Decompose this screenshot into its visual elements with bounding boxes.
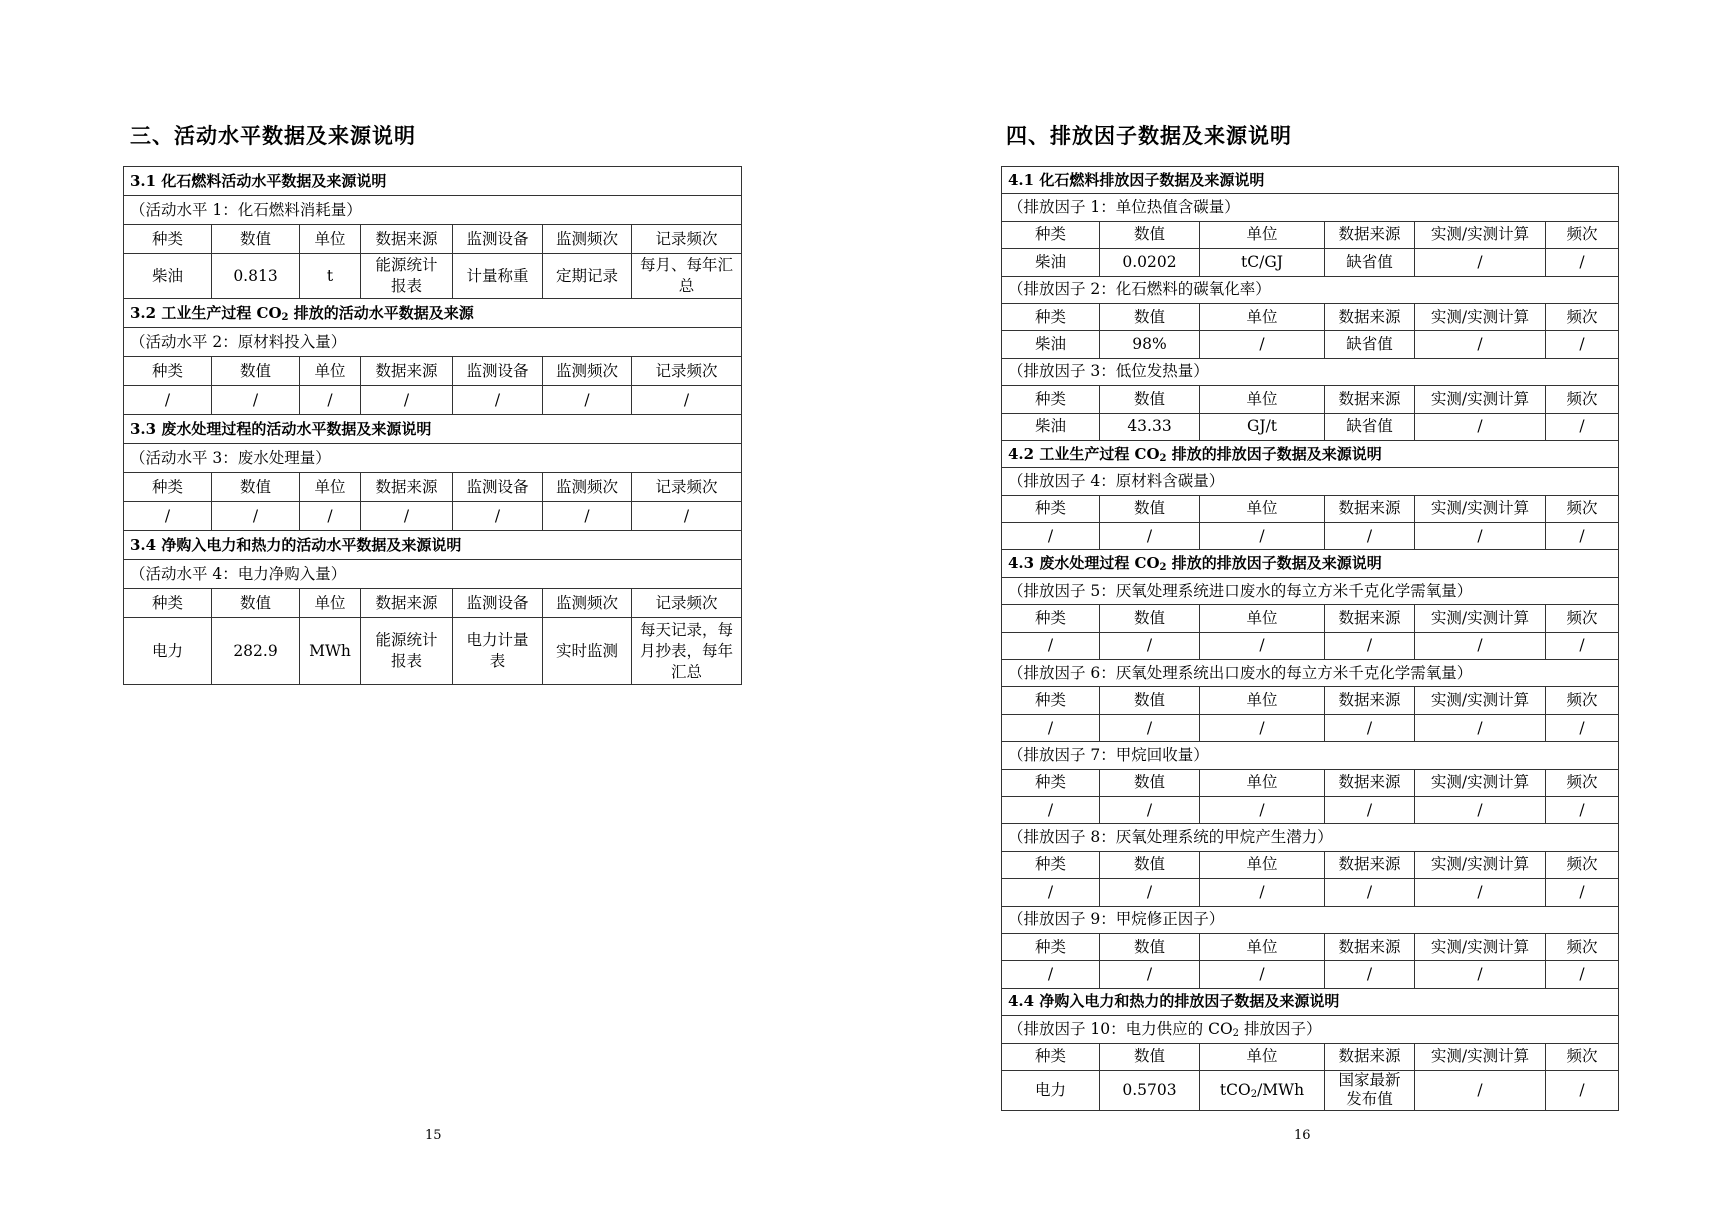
subsection-label: （排放因子 2：化石燃料的碳氧化率） (1002, 276, 1619, 303)
data-cell: / (1546, 632, 1619, 659)
table-row (1002, 632, 1619, 659)
data-cell: / (1002, 632, 1100, 659)
page-16 (864, 0, 1729, 1211)
header-cell: 数值 (212, 357, 300, 386)
title-part: 排放的排放因子数据及来源说明 (1166, 554, 1382, 573)
data-cell: t (300, 254, 361, 299)
data-cell: 缺省值 (1325, 249, 1415, 276)
header-cell: 数值 (1100, 769, 1200, 796)
header-cell: 单位 (1200, 1043, 1325, 1070)
data-cell: / (1415, 1070, 1546, 1110)
header-cell: 数值 (212, 589, 300, 618)
header-cell: 实测/实测计算 (1415, 221, 1546, 248)
header-cell: 数值 (212, 473, 300, 502)
unit-part: tCO (1219, 1080, 1251, 1099)
data-cell: 柴油 (124, 254, 212, 299)
page-number: 16 (1294, 1128, 1311, 1143)
data-cell: / (1546, 714, 1619, 741)
header-cell: 数据来源 (361, 589, 453, 618)
header-cell: 数据来源 (1325, 851, 1415, 878)
header-cell: 单位 (1200, 851, 1325, 878)
header-cell: 单位 (1200, 495, 1325, 522)
table-row (1002, 413, 1619, 440)
subsection-label: （活动水平 2：原材料投入量） (124, 328, 742, 357)
label-subscript: 2 (1232, 1027, 1240, 1039)
data-cell: / (1100, 714, 1200, 741)
header-cell: 频次 (1546, 221, 1619, 248)
data-cell: / (1546, 331, 1619, 358)
data-cell: 0.0202 (1100, 249, 1200, 276)
header-cell: 种类 (124, 473, 212, 502)
data-cell: / (1546, 961, 1619, 988)
table-row (1002, 961, 1619, 988)
section-title-4-4: 4.4 净购入电力和热力的排放因子数据及来源说明 (1002, 988, 1619, 1015)
table-row (124, 386, 742, 415)
section-title-3-1: 3.1 化石燃料活动水平数据及来源说明 (124, 167, 742, 196)
header-cell: 实测/实测计算 (1415, 605, 1546, 632)
data-cell: / (1325, 796, 1415, 823)
data-cell: / (1415, 796, 1546, 823)
data-cell: / (1200, 331, 1325, 358)
header-cell: 频次 (1546, 769, 1619, 796)
table-header-row (1002, 303, 1619, 330)
table-header-row (1002, 221, 1619, 248)
header-cell: 种类 (1002, 221, 1100, 248)
title-part: 3.2 工业生产过程 CO (130, 303, 282, 322)
header-cell: 单位 (300, 357, 361, 386)
table-header-row (1002, 1043, 1619, 1070)
header-cell: 监测频次 (543, 473, 632, 502)
data-cell: / (1325, 714, 1415, 741)
header-cell: 种类 (1002, 303, 1100, 330)
header-cell: 数据来源 (1325, 495, 1415, 522)
header-cell: 频次 (1546, 386, 1619, 413)
subsection-label: （排放因子 4：原材料含碳量） (1002, 468, 1619, 495)
subsection-label (1002, 1016, 1619, 1043)
header-cell: 实测/实测计算 (1415, 495, 1546, 522)
data-cell: / (1415, 413, 1546, 440)
data-cell: / (1546, 796, 1619, 823)
data-cell: 实时监测 (543, 618, 632, 685)
header-cell: 数值 (1100, 221, 1200, 248)
data-cell: / (1415, 249, 1546, 276)
data-cell: 98% (1100, 331, 1200, 358)
table-header-row (124, 589, 742, 618)
data-cell: 缺省值 (1325, 331, 1415, 358)
unit-subscript: 2 (1250, 1088, 1258, 1100)
data-cell: / (1200, 879, 1325, 906)
data-cell: / (300, 386, 361, 415)
data-cell: 0.813 (212, 254, 300, 299)
label-part: （排放因子 10：电力供应的 CO (1008, 1019, 1233, 1038)
header-cell: 数值 (1100, 1043, 1200, 1070)
data-cell: / (632, 386, 742, 415)
table-row (1002, 523, 1619, 550)
page-15 (0, 0, 864, 1211)
data-cell: 43.33 (1100, 413, 1200, 440)
header-cell: 实测/实测计算 (1415, 933, 1546, 960)
header-cell: 种类 (1002, 1043, 1100, 1070)
header-cell: 监测设备 (453, 357, 543, 386)
table-row (124, 618, 742, 685)
header-cell: 实测/实测计算 (1415, 687, 1546, 714)
data-cell: / (1002, 796, 1100, 823)
data-cell: / (1200, 796, 1325, 823)
header-cell: 种类 (1002, 495, 1100, 522)
data-cell: / (1325, 632, 1415, 659)
header-cell: 单位 (1200, 303, 1325, 330)
data-cell: GJ/t (1200, 413, 1325, 440)
data-cell: / (543, 502, 632, 531)
subsection-label: （排放因子 6：厌氧处理系统出口废水的每立方米千克化学需氧量） (1002, 660, 1619, 687)
table-header-row (124, 473, 742, 502)
header-cell: 数据来源 (1325, 933, 1415, 960)
header-cell: 种类 (1002, 933, 1100, 960)
header-cell: 单位 (1200, 769, 1325, 796)
data-cell: / (1002, 523, 1100, 550)
table-header-row (1002, 769, 1619, 796)
header-cell: 数值 (212, 225, 300, 254)
table-row (124, 502, 742, 531)
header-cell: 监测频次 (543, 225, 632, 254)
data-cell: / (1546, 879, 1619, 906)
header-cell: 实测/实测计算 (1415, 303, 1546, 330)
subsection-label: （活动水平 3：废水处理量） (124, 444, 742, 473)
header-cell: 种类 (1002, 687, 1100, 714)
header-cell: 监测设备 (453, 225, 543, 254)
section-title-3-4: 3.4 净购入电力和热力的活动水平数据及来源说明 (124, 531, 742, 560)
header-cell: 数据来源 (1325, 303, 1415, 330)
header-cell: 单位 (300, 225, 361, 254)
header-cell: 种类 (1002, 851, 1100, 878)
header-cell: 种类 (124, 225, 212, 254)
activity-level-table (123, 166, 742, 685)
header-cell: 频次 (1546, 933, 1619, 960)
title-part: 排放的排放因子数据及来源说明 (1166, 444, 1382, 463)
header-cell: 种类 (124, 589, 212, 618)
label-part: 排放因子） (1239, 1019, 1322, 1038)
header-cell: 数据来源 (361, 473, 453, 502)
header-cell: 数值 (1100, 933, 1200, 960)
data-cell: 柴油 (1002, 331, 1100, 358)
header-cell: 实测/实测计算 (1415, 1043, 1546, 1070)
data-cell: / (1546, 413, 1619, 440)
header-cell: 监测频次 (543, 589, 632, 618)
data-cell: / (1100, 632, 1200, 659)
data-cell: 柴油 (1002, 249, 1100, 276)
data-cell: / (453, 386, 543, 415)
header-cell: 数据来源 (1325, 769, 1415, 796)
subsection-label: （排放因子 9：甲烷修正因子） (1002, 906, 1619, 933)
header-cell: 频次 (1546, 687, 1619, 714)
header-cell: 实测/实测计算 (1415, 386, 1546, 413)
data-cell: 电力 (124, 618, 212, 685)
header-cell: 数据来源 (1325, 386, 1415, 413)
header-cell: 数值 (1100, 386, 1200, 413)
data-cell: 国家最新发布值 (1325, 1070, 1415, 1110)
data-cell: / (1546, 1070, 1619, 1110)
data-cell: / (1415, 961, 1546, 988)
header-cell: 记录频次 (632, 225, 742, 254)
header-cell: 数值 (1100, 495, 1200, 522)
header-cell: 单位 (1200, 605, 1325, 632)
data-cell: / (543, 386, 632, 415)
header-cell: 单位 (1200, 933, 1325, 960)
title-part: 排放的活动水平数据及来源 (288, 303, 474, 322)
data-cell: 定期记录 (543, 254, 632, 299)
data-cell: / (1100, 523, 1200, 550)
header-cell: 种类 (124, 357, 212, 386)
header-cell: 频次 (1546, 851, 1619, 878)
data-cell: / (1002, 879, 1100, 906)
section-title-4-1: 4.1 化石燃料排放因子数据及来源说明 (1002, 167, 1619, 194)
data-cell: / (1200, 714, 1325, 741)
title-subscript: 2 (1159, 452, 1167, 464)
title-subscript: 2 (281, 311, 289, 323)
table-header-row (1002, 495, 1619, 522)
title-part: 4.2 工业生产过程 CO (1008, 444, 1160, 463)
data-cell: 缺省值 (1325, 413, 1415, 440)
data-cell: / (361, 386, 453, 415)
data-cell: 电力 (1002, 1070, 1100, 1110)
data-cell: / (1002, 714, 1100, 741)
header-cell: 记录频次 (632, 357, 742, 386)
header-cell: 数据来源 (361, 225, 453, 254)
header-cell: 监测设备 (453, 589, 543, 618)
data-cell: 每天记录，每月抄表，每年汇总 (632, 618, 742, 685)
header-cell: 数据来源 (1325, 1043, 1415, 1070)
subsection-label: （活动水平 4：电力净购入量） (124, 560, 742, 589)
data-cell: / (1200, 961, 1325, 988)
header-cell: 种类 (1002, 769, 1100, 796)
data-cell: / (1100, 879, 1200, 906)
data-cell: / (1415, 523, 1546, 550)
header-cell: 数据来源 (1325, 221, 1415, 248)
table-header-row (1002, 933, 1619, 960)
data-cell: / (1415, 714, 1546, 741)
data-cell: / (1200, 632, 1325, 659)
subsection-label: （排放因子 5：厌氧处理系统进口废水的每立方米千克化学需氧量） (1002, 577, 1619, 604)
section-title-3-2 (124, 299, 742, 328)
subsection-label: （排放因子 8：厌氧处理系统的甲烷产生潜力） (1002, 824, 1619, 851)
header-cell: 频次 (1546, 605, 1619, 632)
title-subscript: 2 (1159, 562, 1167, 574)
header-cell: 数据来源 (1325, 687, 1415, 714)
data-cell: MWh (300, 618, 361, 685)
data-cell: / (1002, 961, 1100, 988)
data-cell: / (1546, 249, 1619, 276)
table-header-row (1002, 851, 1619, 878)
data-cell: / (1325, 523, 1415, 550)
subsection-label: （排放因子 1：单位热值含碳量） (1002, 194, 1619, 221)
section-heading-4: 四、排放因子数据及来源说明 (1006, 124, 1292, 148)
unit-cell (1200, 1070, 1325, 1110)
table-row (1002, 249, 1619, 276)
table-row (1002, 331, 1619, 358)
header-cell: 单位 (1200, 687, 1325, 714)
data-cell: 柴油 (1002, 413, 1100, 440)
page-number: 15 (425, 1128, 442, 1143)
header-cell: 监测频次 (543, 357, 632, 386)
header-cell: 实测/实测计算 (1415, 769, 1546, 796)
data-cell: / (1100, 796, 1200, 823)
data-cell: / (361, 502, 453, 531)
table-header-row (124, 225, 742, 254)
section-heading-3: 三、活动水平数据及来源说明 (130, 124, 416, 148)
data-cell: 0.5703 (1100, 1070, 1200, 1110)
data-cell: 282.9 (212, 618, 300, 685)
subsection-label: （排放因子 7：甲烷回收量） (1002, 742, 1619, 769)
table-header-row (124, 357, 742, 386)
subsection-label: （活动水平 1：化石燃料消耗量） (124, 196, 742, 225)
header-cell: 记录频次 (632, 473, 742, 502)
table-header-row (1002, 605, 1619, 632)
data-cell: / (1200, 523, 1325, 550)
table-header-row (1002, 386, 1619, 413)
section-title-4-3 (1002, 550, 1619, 577)
header-cell: 记录频次 (632, 589, 742, 618)
header-cell: 单位 (300, 473, 361, 502)
header-cell: 频次 (1546, 495, 1619, 522)
data-cell: / (1415, 879, 1546, 906)
data-cell: / (1415, 632, 1546, 659)
data-cell: / (632, 502, 742, 531)
data-cell: / (1325, 879, 1415, 906)
section-title-4-2 (1002, 440, 1619, 467)
header-cell: 数据来源 (1325, 605, 1415, 632)
header-cell: 数据来源 (361, 357, 453, 386)
table-row (1002, 1070, 1619, 1110)
data-cell: / (124, 386, 212, 415)
header-cell: 种类 (1002, 386, 1100, 413)
data-cell: 计量称重 (453, 254, 543, 299)
header-cell: 种类 (1002, 605, 1100, 632)
header-cell: 单位 (1200, 221, 1325, 248)
data-cell: 能源统计报表 (361, 618, 453, 685)
data-cell: / (212, 386, 300, 415)
header-cell: 实测/实测计算 (1415, 851, 1546, 878)
data-cell: 能源统计报表 (361, 254, 453, 299)
header-cell: 数值 (1100, 851, 1200, 878)
data-cell: / (1415, 331, 1546, 358)
unit-part: /MWh (1257, 1080, 1305, 1099)
title-part: 4.3 废水处理过程 CO (1008, 554, 1160, 573)
data-cell: / (1325, 961, 1415, 988)
data-cell: / (300, 502, 361, 531)
table-row (1002, 714, 1619, 741)
header-cell: 单位 (300, 589, 361, 618)
header-cell: 数值 (1100, 687, 1200, 714)
emission-factor-table (1001, 166, 1619, 1111)
data-cell: / (1546, 523, 1619, 550)
data-cell: / (124, 502, 212, 531)
data-cell: 电力计量表 (453, 618, 543, 685)
data-cell: / (1100, 961, 1200, 988)
header-cell: 单位 (1200, 386, 1325, 413)
data-cell: 每月、每年汇总 (632, 254, 742, 299)
table-row (124, 254, 742, 299)
data-cell: tC/GJ (1200, 249, 1325, 276)
subsection-label: （排放因子 3：低位发热量） (1002, 358, 1619, 385)
header-cell: 监测设备 (453, 473, 543, 502)
header-cell: 频次 (1546, 1043, 1619, 1070)
table-row (1002, 879, 1619, 906)
data-cell: / (212, 502, 300, 531)
header-cell: 数值 (1100, 303, 1200, 330)
table-row (1002, 796, 1619, 823)
section-title-3-3: 3.3 废水处理过程的活动水平数据及来源说明 (124, 415, 742, 444)
header-cell: 数值 (1100, 605, 1200, 632)
header-cell: 频次 (1546, 303, 1619, 330)
data-cell: / (453, 502, 543, 531)
table-header-row (1002, 687, 1619, 714)
